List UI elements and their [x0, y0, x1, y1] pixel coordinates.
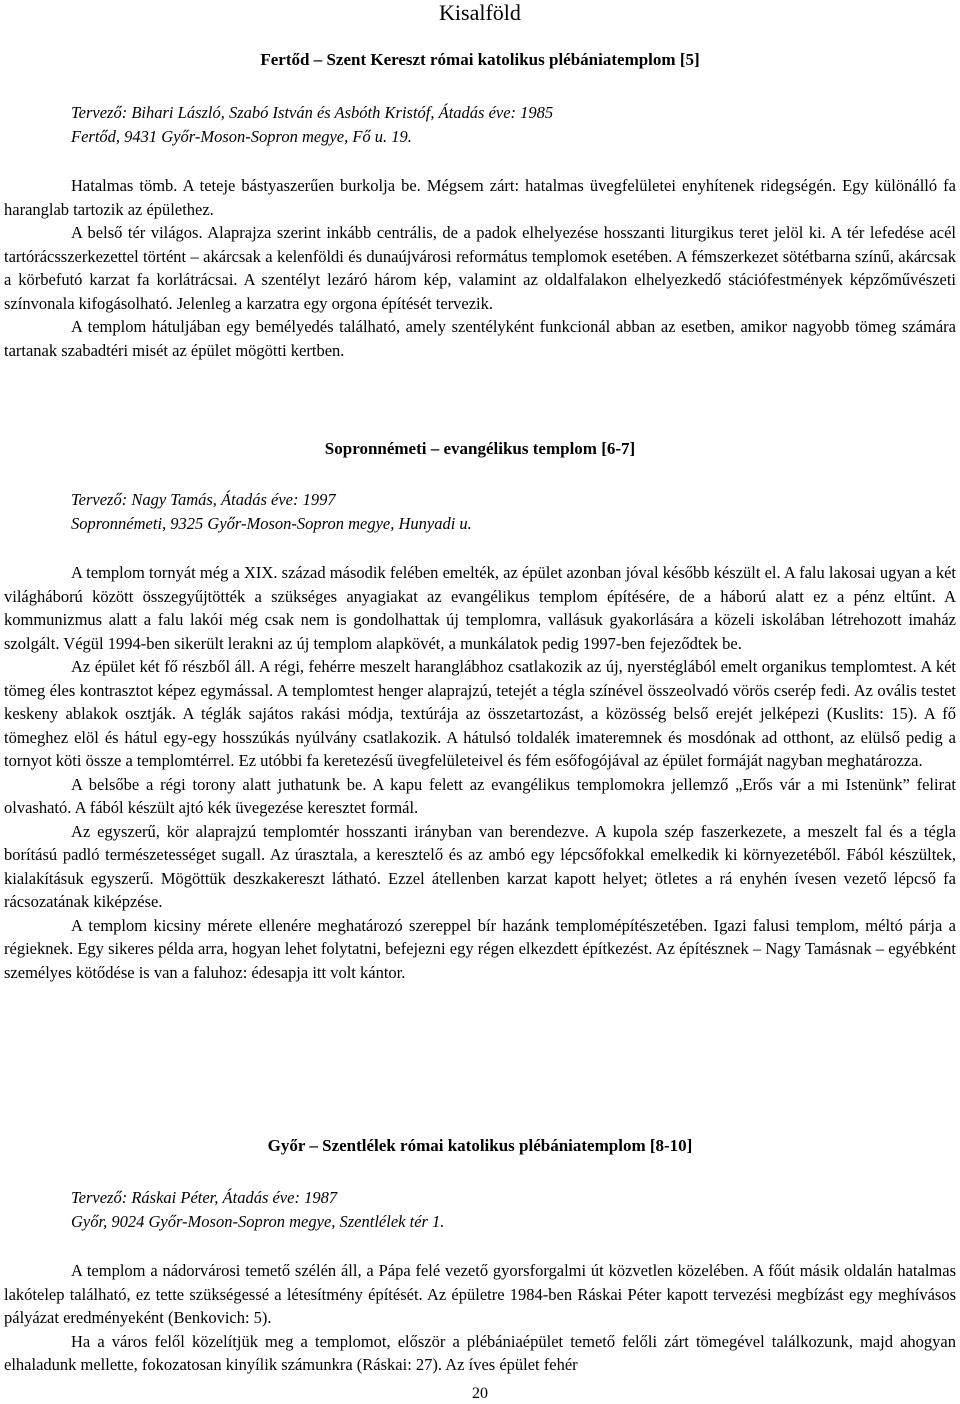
section-body [4, 1259, 956, 1377]
meta-designer: Tervező: Ráskai Péter, Átadás éve: 1987 [71, 1188, 338, 1207]
paragraph: Az egyszerű, kör alaprajzú templomtér hosszanti irányban van berendezve. A kupola szép faszerkezete, a meszelt fal és a tégla borítású padló természetességet sugall. Az úrasztala, a keresztelő és az ambó egy lépcsőfokkal emelkedik ki környezetéből. Fából készültek, kialakításuk egyszerű. Mögöttük deszkakereszt látható. Ezzel átellenben karzat kapott helyet; ötletes a rá enyhén ívesen vezető lépcső fa rácsozatának kiképzése. [4, 821, 956, 911]
section-title: Fertőd – Szent Kereszt római katolikus plébániatemplom [5] [260, 50, 700, 69]
paragraph: A templom hátuljában egy bemélyedés található, amely szentélyként funkcionál abban az esetben, amikor nagyobb tömeg számára tartanak szabadtéri misét az épület mögötti kertben. [4, 317, 956, 360]
section-title: Sopronnémeti – evangélikus templom [6-7] [324, 439, 636, 458]
paragraph: Ha a város felől közelítjük meg a templomot, először a plébániaépület temető felőli zárt tömegével találkozunk, majd ahogyan elhaladunk mellette, fokozatosan kinyílik számunkra (Ráskai: 27). Az íves épület fehér [4, 1331, 956, 1374]
paragraph: Hatalmas tömb. A teteje bástyaszerűen burkolja be. Mégsem zárt: hatalmas üvegfelületei enyhítenek ridegségén. Egy különálló fa haranglab tartozik az épülethez. [4, 176, 956, 219]
paragraph: Az épület két fő részből áll. A régi, fehérre meszelt haranglábhoz csatlakozik az új, nyerstéglából emelt organikus templomtest. A két tömeg éles kontrasztot képez egymással. A templomtest henger alaprajzú, tetejét a tégla színével összeolvadó vörös cserép fedi. Az ovális testet keskeny ablakok osztják. A téglák sajátos rakási módja, textúrája az összetartozást, a közösség belső erejét jelképezi (Kuslits: 15). A fő tömeghez elöl és hátul egy-egy hosszúkás nyúlvány csatlakozik. A hátulsó toldalék imateremnek és mosdónak ad otthont, az elülső pedig a tornyot köti össze a templomtérrel. Ez utóbbi fa keretezésű üvegfelületeivel és fém esőfogójával az épület formáját nagyban meghatározza. [4, 657, 956, 770]
paragraph: A belső tér világos. Alaprajza szerint inkább centrális, de a padok elhelyezése hosszanti liturgikus teret jelöl ki. A tér lefedése acél tartórácsszerkezettel történt – akárcsak a kelenföldi és dunaújvárosi református templomok esetében. A fémszerkezet sötétbarna színű, akárcsak a körbefutó karzat fa korlátrácsai. A szentélyt lezáró három kép, valamint az oldalfalakon elhelyezkedő stációfestmények képzőművészeti színvonala kifogásolható. Jelenleg a karzatra egy orgona építését tervezik. [4, 223, 956, 313]
meta-address: Győr, 9024 Győr-Moson-Sopron megye, Szentlélek tér 1. [71, 1212, 445, 1231]
page-title: Kisalföld [439, 0, 521, 25]
paragraph: A templom tornyát még a XIX. század második felében emelték, az épület azonban jóval később készült el. A falu lakosai ugyan a két világháború között összegyűjtötték a szükséges anyagiakat az evangélikus templom építésére, de a háború alatt ez a pénz eltűnt. A kommunizmus alatt a falu lakói még csak nem is gondolhattak új templomra, vallásuk gyakorlására a közeli iskolában létrehozott imaház szolgált. Végül 1994-ben sikerült lerakni az új templom alapkövét, a munkálatok pedig 1997-ben fejeződtek be. [4, 563, 956, 653]
page-number: 20 [472, 1385, 488, 1402]
section-meta [71, 1186, 444, 1234]
paragraph: A templom kicsiny mérete ellenére meghatározó szereppel bír hazánk templomépítészetében. Igazi falusi templom, méltó párja a régieknek. Egy sikeres példa arra, hogyan lehet folytatni, befejezni egy régen elkezdett építkezést. Az építésznek – Nagy Tamásnak – egyébként személyes kötődése is van a faluhoz: édesapja itt volt kántor. [4, 915, 956, 982]
section-meta [71, 101, 553, 149]
section-body [4, 174, 956, 362]
meta-address: Sopronnémeti, 9325 Győr-Moson-Sopron megye, Hunyadi u. [71, 514, 472, 533]
section-body [4, 561, 956, 984]
paragraph: A belsőbe a régi torony alatt juthatunk be. A kapu felett az evangélikus templomokra jellemző „Erős vár a mi Istenünk” felirat olvasható. A fából készült ajtó kék üvegezése keresztet formál. [4, 774, 956, 817]
meta-designer: Tervező: Bihari László, Szabó István és Asbóth Kristóf, Átadás éve: 1985 [71, 103, 554, 122]
meta-designer: Tervező: Nagy Tamás, Átadás éve: 1997 [71, 490, 336, 509]
paragraph: A templom a nádorvárosi temető szélén áll, a Pápa felé vezető gyorsforgalmi út közvetlen közelében. A főút másik oldalán hatalmas lakótelep található, ez tette szükségessé a létesítmény építését. Az épületre 1984-ben Ráskai Péter kapott tervezési megbízást egy meghívásos pályázat eredményeként (Benkovich: 5). [4, 1261, 956, 1327]
section-meta [71, 488, 472, 536]
section-title: Győr – Szentlélek római katolikus plébániatemplom [8-10] [267, 1136, 693, 1155]
meta-address: Fertőd, 9431 Győr-Moson-Sopron megye, Fő u. 19. [71, 127, 412, 146]
